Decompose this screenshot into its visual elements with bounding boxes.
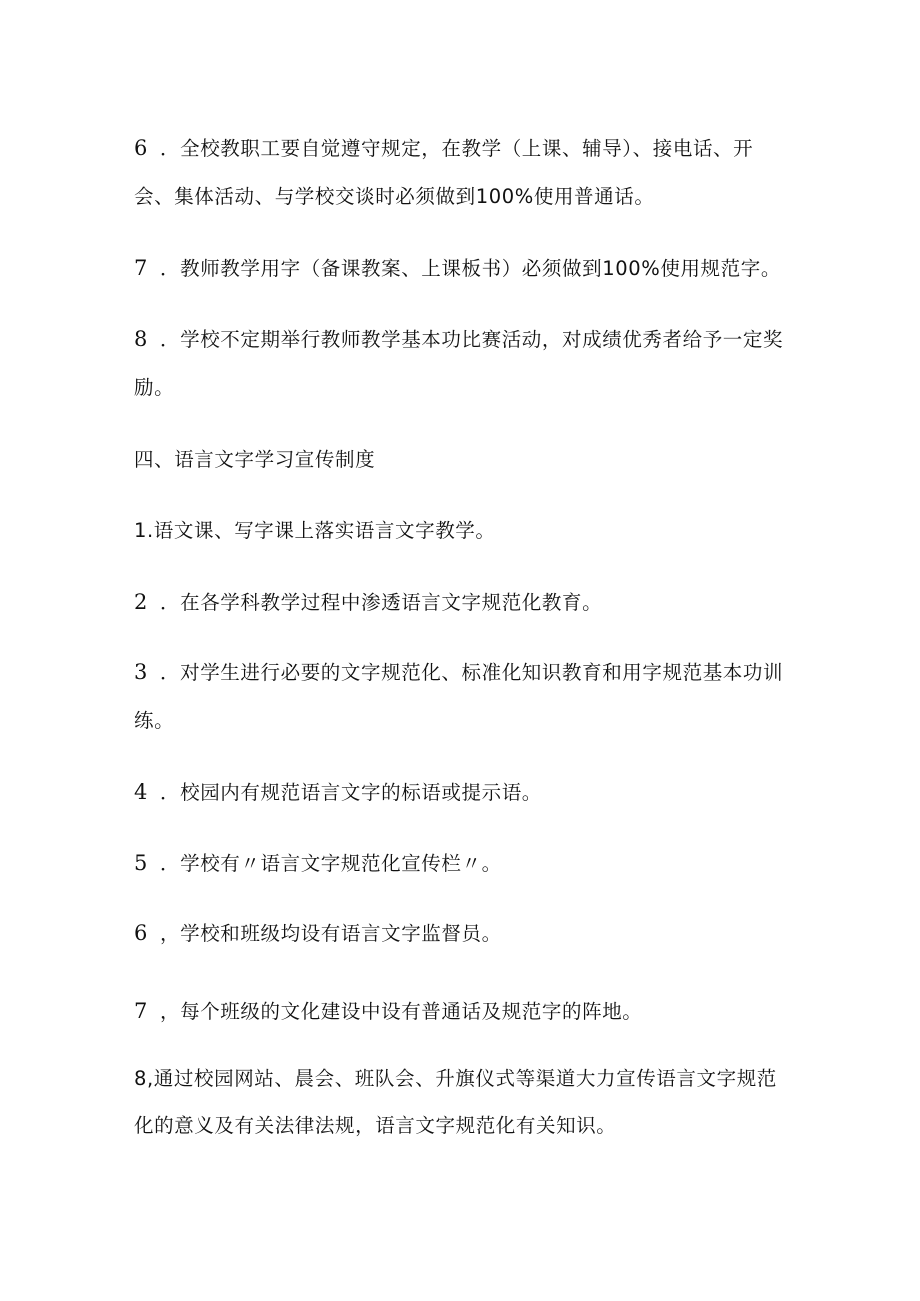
paragraph-text: ．校园内有规范语言文字的标语或提示语。: [160, 781, 542, 804]
item-number: 6: [134, 921, 148, 945]
paragraph-text: ，每个班级的文化建设中设有普通话及规范字的阵地。: [160, 1000, 643, 1023]
paragraph-line: [134, 185, 654, 209]
item-number: 7: [134, 256, 148, 280]
paragraph-text: 8,通过校园网站、晨会、班队会、升旗仪式等渠道大力宣传语言文字规范: [134, 1067, 777, 1090]
paragraph-line: [134, 376, 174, 400]
paragraph-text: ．教师教学用字（备课教案、上课板书）必须做到100%使用规范字。: [160, 257, 781, 280]
paragraph-line: [134, 709, 174, 733]
paragraph-line: [134, 660, 783, 685]
item-number: 7: [134, 999, 148, 1023]
paragraph-line: [134, 327, 783, 352]
paragraph-line: [134, 519, 496, 543]
paragraph-text: 化的意义及有关法律法规，语言文字规范化有关知识。: [134, 1114, 617, 1137]
section-heading: 四、语言文字学习宣传制度: [134, 448, 376, 471]
paragraph-line: [134, 1114, 616, 1138]
item-number: 4: [134, 780, 148, 804]
paragraph-text: ．在各学科教学过程中渗透语言文字规范化教育。: [160, 591, 603, 614]
item-number: 2: [134, 590, 148, 614]
paragraph-line: [134, 851, 502, 876]
paragraph-text: ．对学生进行必要的文字规范化、标准化知识教育和用字规范基本功训: [160, 661, 784, 684]
paragraph-line: [134, 256, 781, 281]
paragraph-text: ，学校和班级均设有语言文字监督员。: [160, 922, 502, 945]
paragraph-text: 练。: [134, 709, 175, 732]
paragraph-text: 会、集体活动、与学校交谈时必须做到100%使用普通话。: [134, 185, 655, 208]
paragraph-line: [134, 590, 602, 615]
item-number: 3: [134, 660, 148, 684]
paragraph-text: 1.语文课、写字课上落实语言文字教学。: [134, 519, 496, 542]
paragraph-line: [134, 1067, 777, 1091]
paragraph-text: 励。: [134, 376, 175, 399]
paragraph-text: ．全校教职工要自觉遵守规定，在教学（上课、辅导）、接电话、开: [160, 137, 754, 160]
item-number: 6: [134, 136, 148, 160]
paragraph-line: [134, 780, 542, 805]
paragraph-line: [134, 136, 753, 161]
paragraph-line: [134, 999, 642, 1024]
paragraph-text: ．学校不定期举行教师教学基本功比赛活动，对成绩优秀者给予一定奖: [160, 328, 784, 351]
item-number: 5: [134, 851, 148, 875]
paragraph-line: [134, 921, 502, 946]
paragraph-text: ．学校有〃语言文字规范化宣传栏〃。: [160, 852, 502, 875]
item-number: 8: [134, 327, 148, 351]
